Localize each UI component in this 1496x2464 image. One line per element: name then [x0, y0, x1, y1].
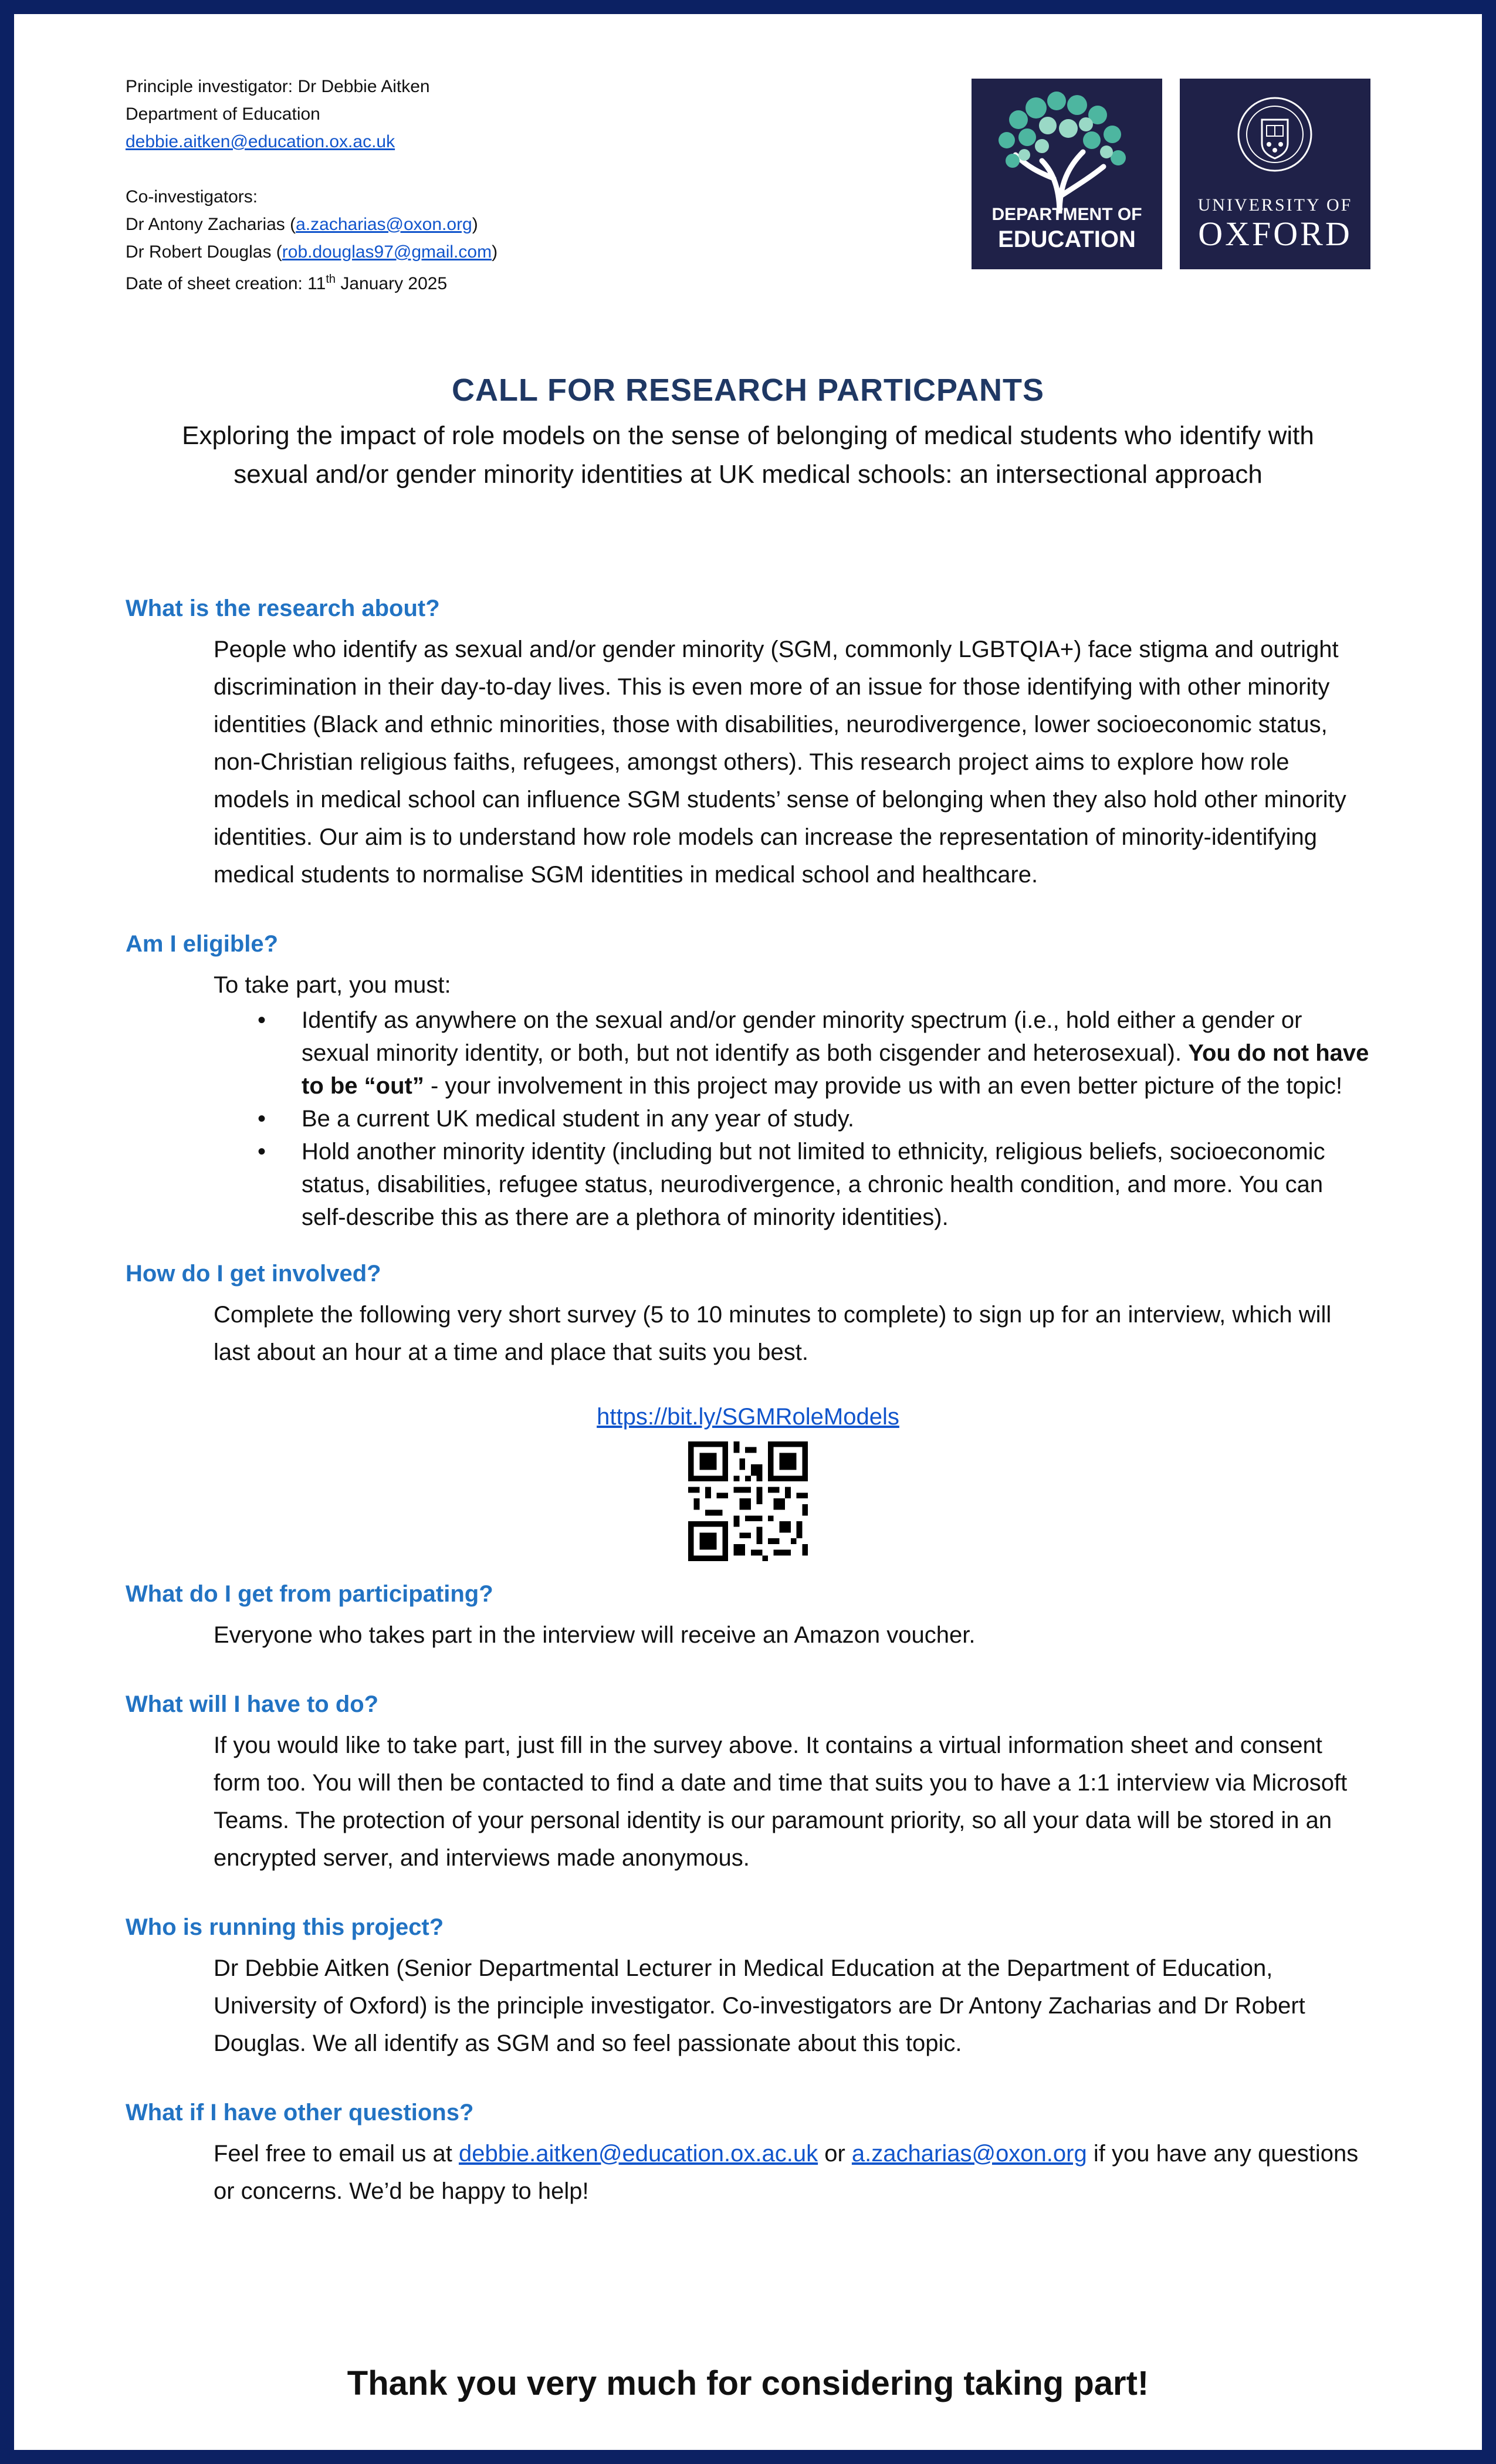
- eligibility-list: [214, 1004, 1370, 1234]
- edu-logo-line2: EDUCATION: [998, 226, 1136, 252]
- investigator-info: [126, 73, 497, 297]
- ox-logo-line1: UNIVERSITY OF: [1197, 195, 1353, 215]
- edu-logo-line1: DEPARTMENT OF: [991, 205, 1142, 224]
- department-of-education-logo: [972, 79, 1162, 269]
- sheet-date: Date of sheet creation: 11th January 2025: [126, 273, 448, 293]
- pi-line: Principle investigator: Dr Debbie Aitken: [126, 77, 430, 96]
- section-who: [126, 1911, 1370, 2062]
- flyer-sheet: [126, 61, 1370, 2426]
- section-benefit: [126, 1578, 1370, 1654]
- list-item: • Be a current UK medical student in any year of study.: [302, 1102, 1370, 1135]
- section-text: Everyone who takes part in the interview will receive an Amazon voucher.: [214, 1622, 976, 1648]
- survey-link[interactable]: https://bit.ly/SGMRoleModels: [597, 1404, 899, 1430]
- qr-code-icon[interactable]: [688, 1441, 808, 1561]
- logo-group: [972, 79, 1370, 269]
- list-item: • Hold another minority identity (including but not limited to ethnicity, religious beliefs, socioeconomic status, disabilities, refugee status, neurodivergence, a chronic health condition, and more. You can self-describe this as there are a plethora of minority identities).: [302, 1135, 1370, 1234]
- co1-email-link[interactable]: a.zacharias@oxon.org: [296, 215, 472, 234]
- eligibility-intro: To take part, you must:: [214, 972, 451, 998]
- section-text: Feel free to email us at debbie.aitken@education.ox.ac.uk or a.zacharias@oxon.org if you have any questions or concerns. We’d be happy to help!: [214, 2141, 1359, 2204]
- pi-email-link[interactable]: debbie.aitken@education.ox.ac.uk: [126, 132, 395, 151]
- co-investigator-2: Dr Robert Douglas (rob.douglas97@gmail.com): [126, 242, 498, 262]
- tree-icon: [972, 79, 1162, 214]
- section-questions: [126, 2096, 1370, 2210]
- ox-logo-line2: OXFORD: [1198, 215, 1352, 253]
- section-heading: What do I get from participating?: [126, 1581, 493, 1607]
- title-block: [126, 372, 1370, 494]
- section-text: People who identify as sexual and/or gender minority (SGM, commonly LGBTQIA+) face stigma and outright discrimination in their day-to-day lives. This is even more of an issue for those identifying with other minority identities (Black and ethnic minorities, those with disabilities, neurodivergence, lower socioeconomic status, non-Christian religious faiths, refugees, amongst others). This research project aims to explore how role models in medical school can influence SGM students’ sense of belonging when they also hold other minority identities. Our aim is to understand how role models can increase the representation of minority-identifying medical students to normalise SGM identities in medical school and healthcare.: [214, 637, 1346, 888]
- thank-you-message: Thank you very much for considering taking part!: [347, 2364, 1149, 2402]
- section-involved: [126, 1257, 1370, 1561]
- co2-email-link[interactable]: rob.douglas97@gmail.com: [282, 242, 492, 262]
- contact-email-2[interactable]: a.zacharias@oxon.org: [851, 2141, 1087, 2167]
- list-item: • Identify as anywhere on the sexual and/or gender minority spectrum (i.e., hold either a gender or sexual minority identity, or both, but not identify as both cisgender and heterosexual). You do not have to be “out” - your involvement in this project may provide us with an even better picture of the topic!: [302, 1004, 1370, 1102]
- section-text: Dr Debbie Aitken (Senior Departmental Lecturer in Medical Education at the Department of Education, University of Oxford) is the principle investigator. Co-investigators are Dr Antony Zacharias and Dr Robert Douglas. We all identify as SGM and so feel passionate about this topic.: [214, 1955, 1305, 2056]
- section-text: Complete the following very short survey (5 to 10 minutes to complete) to sign up for an interview, which will last about an hour at a time and place that suits you best.: [214, 1302, 1332, 1365]
- section-heading: What will I have to do?: [126, 1691, 379, 1717]
- section-heading: Am I eligible?: [126, 931, 279, 957]
- co-investigator-1: Dr Antony Zacharias (a.zacharias@oxon.org): [126, 215, 478, 234]
- main-content: [126, 592, 1370, 2244]
- section-about: [126, 592, 1370, 893]
- university-of-oxford-logo: [1180, 79, 1370, 269]
- section-heading: What if I have other questions?: [126, 2100, 474, 2125]
- section-todo: [126, 1688, 1370, 1877]
- contact-email-1[interactable]: debbie.aitken@education.ox.ac.uk: [458, 2141, 818, 2167]
- section-heading: How do I get involved?: [126, 1261, 381, 1287]
- co-investigators-label: Co-investigators:: [126, 187, 258, 207]
- page-subtitle: Exploring the impact of role models on the sense of belonging of medical students who identify with sexual and/or gender minority identities at UK medical schools: an intersectional approach: [182, 421, 1314, 489]
- section-text: If you would like to take part, just fill in the survey above. It contains a virtual information sheet and consent form too. You will then be contacted to find a date and time that suits you to have a 1:1 interview via Microsoft Teams. The protection of your personal identity is our paramount priority, so all your data will be stored in an encrypted server, and interviews made anonymous.: [214, 1732, 1348, 1871]
- section-heading: What is the research about?: [126, 595, 440, 621]
- oxford-crest-icon: [1180, 79, 1370, 196]
- page-title: CALL FOR RESEARCH PARTICPANTS: [451, 373, 1045, 408]
- section-heading: Who is running this project?: [126, 1914, 444, 1940]
- section-eligible: [126, 928, 1370, 1234]
- department-line: Department of Education: [126, 104, 320, 124]
